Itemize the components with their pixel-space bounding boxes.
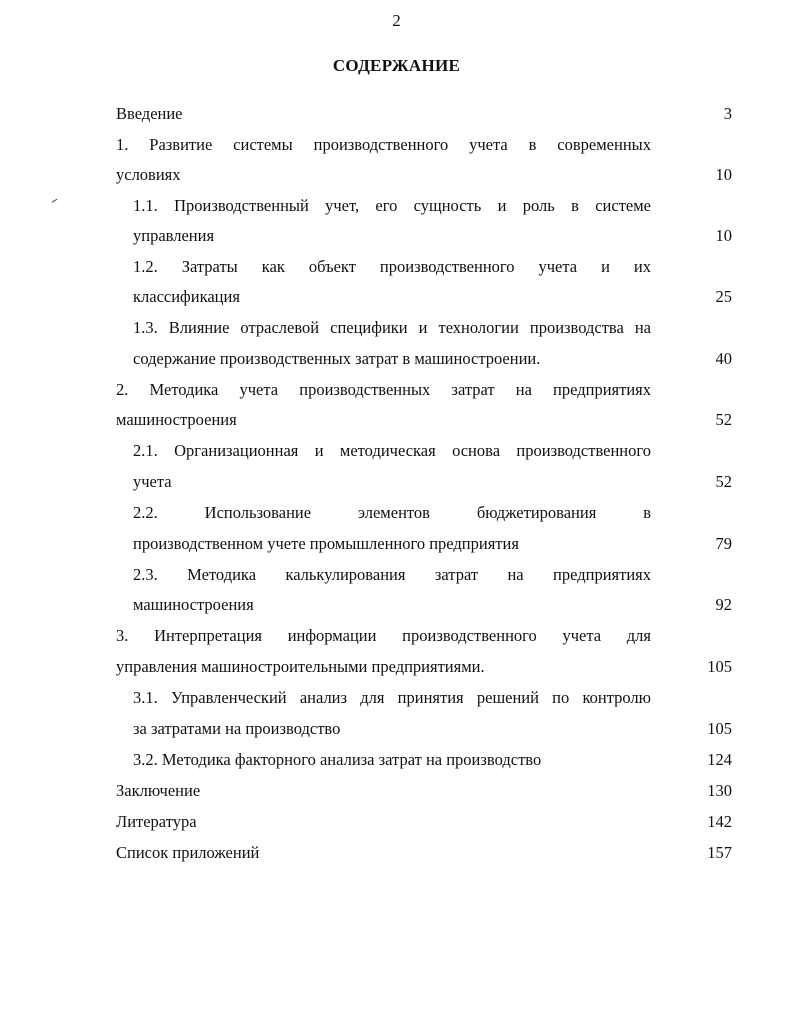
toc-entry-2-1: 2.1. Организационная и методическая основа производственного xyxy=(133,441,651,460)
toc-entry-chapter-3: 3. Интерпретация информации производственного учета для xyxy=(116,626,651,645)
page-title: СОДЕРЖАНИЕ xyxy=(332,56,461,75)
toc-entry-appendices: Список приложений xyxy=(116,843,260,862)
toc-entry-3-1-cont: за затратами на производство xyxy=(133,719,341,738)
toc-entry-1-2-cont: классификация xyxy=(133,287,240,306)
toc-page: 52 xyxy=(715,410,732,429)
toc-entry-intro: Введение xyxy=(116,104,183,123)
toc-entry-chapter-2: 2. Методика учета производственных затрат на предприятиях xyxy=(116,380,651,399)
toc-entry-3-1: 3.1. Управленческий анализ для принятия решений по контролю xyxy=(133,688,651,707)
toc-entry-chapter-1-cont: условиях xyxy=(116,165,181,184)
toc-entry-chapter-2-cont: машиностроения xyxy=(116,410,237,429)
toc-entry-3-2: 3.2. Методика факторного анализа затрат на производство xyxy=(133,750,542,769)
toc-page: 105 xyxy=(707,719,732,738)
toc-entry-2-3-cont: машиностроения xyxy=(133,595,254,614)
toc-entry-1-3-cont: содержание производственных затрат в машиностроении. xyxy=(133,349,541,368)
toc-page: 79 xyxy=(715,534,732,553)
toc-page: 92 xyxy=(715,595,732,614)
toc-entry-conclusion: Заключение xyxy=(116,781,201,800)
toc-entry-2-1-cont: учета xyxy=(133,472,172,491)
page-number: 2 xyxy=(392,11,401,30)
toc-page: 25 xyxy=(715,287,732,306)
toc-page: 142 xyxy=(707,812,732,831)
stray-mark xyxy=(52,199,59,205)
toc-entry-literature: Литература xyxy=(116,812,197,831)
toc-page: 40 xyxy=(715,349,732,368)
toc-entry-chapter-1: 1. Развитие системы производственного учета в современных xyxy=(116,135,651,154)
toc-page: 10 xyxy=(715,165,732,184)
toc-page: 52 xyxy=(715,472,732,491)
toc-entry-2-2: 2.2. Использование элементов бюджетирования в xyxy=(133,503,651,522)
toc-entry-1-1: 1.1. Производственный учет, его сущность и роль в системе xyxy=(133,196,651,215)
toc-page: 130 xyxy=(707,781,732,800)
toc-entry-2-3: 2.3. Методика калькулирования затрат на предприятиях xyxy=(133,565,651,584)
toc-page: 157 xyxy=(707,843,732,862)
toc-page: 3 xyxy=(723,104,732,123)
toc-page: 10 xyxy=(715,226,732,245)
toc-entry-1-2: 1.2. Затраты как объект производственного учета и их xyxy=(133,257,651,276)
toc-page: 105 xyxy=(707,657,732,676)
toc-entry-1-3: 1.3. Влияние отраслевой специфики и технологии производства на xyxy=(133,318,651,337)
toc-entry-2-2-cont: производственном учете промышленного предприятия xyxy=(133,534,519,553)
toc-page: 124 xyxy=(707,750,732,769)
toc-entry-chapter-3-cont: управления машиностроительными предприятиями. xyxy=(116,657,485,676)
toc-entry-1-1-cont: управления xyxy=(133,226,215,245)
